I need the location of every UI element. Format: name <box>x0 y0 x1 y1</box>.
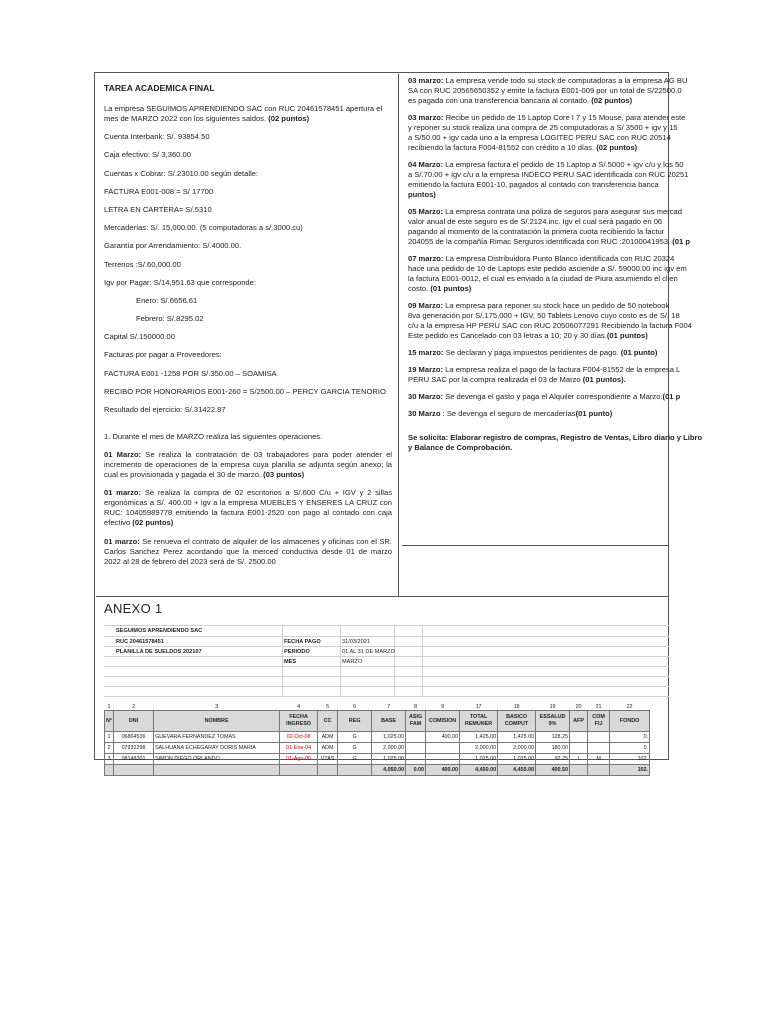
table-cell: 128.25 <box>536 732 570 743</box>
column-header: COMISION <box>426 711 460 732</box>
table-cell: G <box>338 754 372 765</box>
table-cell <box>406 732 426 743</box>
total-cell: 400.00 <box>426 765 460 776</box>
company-ruc: RUC 20461578451 <box>116 639 164 645</box>
bold-text: 09 Marzo: <box>408 301 444 310</box>
operations-list <box>104 450 392 566</box>
text-line <box>408 227 669 237</box>
text-line <box>408 96 669 106</box>
text-line <box>408 143 669 153</box>
text-line <box>408 392 681 402</box>
column-header: N° <box>105 711 114 732</box>
balance-line: Mercaderías: S/. 15,000.00. (5 computadoras a s/.3000.cu) <box>104 223 303 233</box>
table-cell <box>570 743 588 754</box>
table-cell: SIMON DIEGO ORLANDO <box>154 754 280 765</box>
table-cell <box>426 754 460 765</box>
text-line <box>408 301 669 311</box>
bold-text: puntos) <box>408 190 436 199</box>
balance-line: Resultado del ejercicio: S/.31422.87 <box>104 405 226 414</box>
table-cell <box>426 743 460 754</box>
text-segment: : Se devenga el seguro de mercaderías <box>440 409 576 418</box>
text-line <box>408 207 682 217</box>
balance-line: RECIBO POR HONORARIOS E001-260 = S/2500.00 – PERCY GARCIA TENORIO <box>104 386 386 396</box>
bold-text: y Balance de Comprobación. <box>408 443 513 452</box>
text-segment: 204055 de la compañía Rimac Serguros identificada con RUC :20100041953. <box>408 237 673 246</box>
column-header: FONDO <box>610 711 650 732</box>
table-cell: ADM <box>318 743 338 754</box>
payroll-table <box>104 703 650 776</box>
text-segment: emitiendo la factura E001-10, pagados al contado con transferencia banca <box>408 180 659 189</box>
total-cell: 4,050.00 <box>372 765 406 776</box>
text-segment: a S/50.00 + igv cada uno a la empresa LOGITEC PERU SAC con RUC 20514 <box>408 133 671 142</box>
label-mes: MES <box>284 659 297 665</box>
text-segment: PERU SAC por la compra realizada el 03 de Marzo <box>408 375 583 384</box>
section-divider <box>96 596 669 597</box>
text-line <box>408 247 669 254</box>
total-cell: 4,450.00 <box>498 765 536 776</box>
table-cell: SALHUANA ECHEGARAY DORIS MARIA <box>154 743 280 754</box>
label-fecha-pago: FECHA PAGO <box>284 639 321 645</box>
text-segment: SA con RUC 20565650352 y emite la factura E001-009 por un total de S/22500.0 <box>408 86 682 95</box>
table-cell: 1,025.00 <box>460 754 498 765</box>
column-number: 3 <box>215 703 219 710</box>
text-line <box>408 123 678 133</box>
operations-continued <box>402 74 703 453</box>
balance-line: Garantía por Arrendamiento: S/.4000.00. <box>104 241 242 251</box>
payroll-name: PLANILLA DE SUELDOS 202107 <box>116 649 202 655</box>
table-row <box>105 732 650 743</box>
table-row <box>105 754 650 765</box>
text-segment: La empresa contrata una póliza de seguros para asegurar sus mercad <box>443 207 682 216</box>
operation-points: (03 puntos) <box>263 470 305 480</box>
table-row <box>105 743 650 754</box>
column-header: CC <box>318 711 338 732</box>
total-cell: 102. <box>610 765 650 776</box>
table-cell: M <box>588 754 610 765</box>
column-number: 20 <box>575 703 582 710</box>
total-cell <box>570 765 588 776</box>
total-cell <box>105 765 114 776</box>
text-line <box>408 294 669 301</box>
table-cell: 2,000.00 <box>498 743 536 754</box>
left-column <box>96 74 399 596</box>
text-line <box>408 237 690 247</box>
table-cell: 0. <box>610 732 650 743</box>
table-cell: 400.00 <box>426 732 460 743</box>
text-segment: La empresa para reponer su stock hace un pedido de 50 notebook <box>443 301 670 310</box>
total-cell <box>338 765 372 776</box>
text-segment: recibiendo la factura F004-81552 con crédito a 10 días. <box>408 143 597 152</box>
balance-line: LETRA EN CARTERA= S/.5310 <box>104 204 212 214</box>
total-cell <box>280 765 318 776</box>
balance-line: Cuentas x Cobrar: S/.23010.00 según detalle: <box>104 168 259 178</box>
text-line <box>408 180 669 190</box>
operation-item <box>104 537 392 567</box>
text-line <box>408 133 669 143</box>
bold-text: (01 p <box>672 237 690 246</box>
column-number: 22 <box>626 703 633 710</box>
table-cell: 2,000.00 <box>460 743 498 754</box>
operations-intro: 1. Durante el mes de MARZO realiza las siguientes operaciones. <box>104 432 323 441</box>
column-number: 8 <box>414 703 418 710</box>
table-cell: 2 <box>105 743 114 754</box>
balance-line: Igv por Pagar: S/14,951.63 que corresponde: <box>104 277 256 287</box>
text-line <box>408 200 669 207</box>
table-cell: 2,000.00 <box>372 743 406 754</box>
bold-text: 05 Marzo: <box>408 207 444 216</box>
column-number: 7 <box>387 703 391 710</box>
text-segment: y reponer su stock realiza una compra de 25 computadoras a S/ 3500 + igv y 15 <box>408 123 678 132</box>
bold-text: (02 puntos) <box>591 96 633 105</box>
column-number-row <box>105 703 650 711</box>
bold-text: (01 punto) <box>575 409 613 418</box>
column-header: TOTAL REMUNER <box>460 711 498 732</box>
bold-text: 15 marzo: <box>408 348 444 357</box>
column-header: FECHA INGRESO <box>280 711 318 732</box>
total-cell <box>588 765 610 776</box>
text-line <box>408 190 669 200</box>
table-cell: G <box>338 743 372 754</box>
column-number: 9 <box>441 703 445 710</box>
column-number: 21 <box>595 703 602 710</box>
text-line <box>408 106 669 113</box>
table-cell <box>588 743 610 754</box>
value-periodo: 01 AL 31 DE MARZO <box>342 649 395 655</box>
bold-text: (01 puntos) <box>430 284 472 293</box>
column-header: AFP <box>570 711 588 732</box>
bold-text: (01 puntos). <box>582 375 626 384</box>
text-segment: la factura E001-0012, el cual es enviado a la ciudad de Piura asumiendo el clien <box>408 274 678 283</box>
bold-text: (01 p <box>662 392 681 401</box>
column-number: 18 <box>513 703 520 710</box>
column-header: ASIG FAM <box>406 711 426 732</box>
igv-month-line: Enero: S/.6656.61 <box>136 295 198 305</box>
balance-line: Capital S/.150000.00 <box>104 332 175 342</box>
payroll-sheet <box>104 625 669 773</box>
column-number: 4 <box>297 703 301 710</box>
text-line <box>408 348 669 358</box>
text-line <box>408 311 680 321</box>
column-header: ESSALUD 9% <box>536 711 570 732</box>
table-cell <box>570 732 588 743</box>
text-line <box>408 113 686 123</box>
operation-item <box>104 450 392 480</box>
intro-paragraph <box>104 104 392 124</box>
operation-date: 01 marzo: <box>104 488 142 498</box>
table-cell: 1,425.00 <box>460 732 498 743</box>
table-cell: ADM <box>318 732 338 743</box>
text-segment: La empresa factura el pedido de 15 Laptop a S/.5000 + igv c/u y los 50 <box>443 160 684 169</box>
table-cell: 1,025.00 <box>372 754 406 765</box>
column-number: 5 <box>326 703 330 710</box>
table-cell: VTAS <box>318 754 338 765</box>
text-line <box>408 433 703 443</box>
column-header: BASICO COMPUT <box>498 711 536 732</box>
bold-text: 03 marzo: <box>408 113 444 122</box>
operation-points: (02 puntos) <box>132 518 174 528</box>
bold-text: (01 puntos) <box>606 331 648 340</box>
text-segment: Se declaran y paga impuestos pendientes de pago. <box>443 348 621 357</box>
text-segment: costo. <box>408 284 431 293</box>
column-header: BASE <box>372 711 406 732</box>
text-line <box>408 274 678 284</box>
label-periodo: PERIODO <box>284 649 310 655</box>
text-line <box>408 358 669 365</box>
company-name: SEGUIMOS APRENDIENDO SAC <box>116 628 203 634</box>
table-cell: 1,425.00 <box>498 732 536 743</box>
column-header: REG <box>338 711 372 732</box>
text-segment: c/u a la empresa HP PERU SAC con RUC 20506077291 Recibiendo la factura F004 <box>408 321 692 330</box>
text-line <box>408 402 669 409</box>
value-fecha-pago: 31/03/2021 <box>342 639 370 645</box>
total-cell <box>318 765 338 776</box>
text-line <box>408 419 669 426</box>
table-cell: 1,025.00 <box>498 754 536 765</box>
bold-text: (01 punto) <box>620 348 658 357</box>
text-line <box>408 264 687 274</box>
text-line <box>408 409 669 419</box>
text-line <box>408 321 692 331</box>
column-header: COM FIJ <box>588 711 610 732</box>
bold-text: 07 marzo: <box>408 254 444 263</box>
table-cell: 1,025.00 <box>372 732 406 743</box>
value-mes: MARZO <box>342 659 363 665</box>
text-segment: hace una pedido de 10 de Laptops este pedido asciende a S/. 59000.00 inc igv em <box>408 264 687 273</box>
table-cell: 3 <box>105 754 114 765</box>
totals-row <box>105 765 650 776</box>
total-cell: 0.00 <box>406 765 426 776</box>
bold-text: 19 Marzo: <box>408 365 444 374</box>
text-segment: a S/.70.00 + igv c/u a la empresa INDECO PERU SAC identificada con RUC 20251 <box>408 170 689 179</box>
bold-text: 03 marzo: <box>408 76 444 85</box>
text-segment: es pagada con una transferencia bancaria al contado. <box>408 96 592 105</box>
table-cell: GUEVARA FERNANDEZ TOMAS <box>154 732 280 743</box>
text-line <box>408 254 675 264</box>
text-line <box>408 217 669 227</box>
table-cell: 06864536 <box>114 732 154 743</box>
operation-text: Se realiza la contratación de 03 trabajadores para poder atender el incremento de operaciones de la empresa cuya planilla se adjunta según anexo; la cual es provisionada y pagada el 30 de marzo. <box>104 450 392 480</box>
operation-date: 01 marzo: <box>104 536 140 546</box>
column-number: 2 <box>132 703 136 710</box>
table-cell: 0. <box>610 743 650 754</box>
table-cell <box>588 732 610 743</box>
document-title: TAREA ACADEMICA FINAL <box>104 83 215 93</box>
table-cell: 01-Ago-06 <box>280 754 318 765</box>
text-line <box>408 153 669 160</box>
text-line <box>408 170 689 180</box>
total-cell <box>154 765 280 776</box>
balance-line: FACTURA E001 -1258 POR S/.350.00 – SOAMISA <box>104 368 277 378</box>
opening-balances <box>104 132 392 288</box>
table-cell: 02-Oct-08 <box>280 732 318 743</box>
text-line <box>408 385 669 392</box>
text-line <box>408 375 669 385</box>
bold-text: (02 puntos) <box>596 143 638 152</box>
table-cell: 102. <box>610 754 650 765</box>
bold-text: Se solicita: Elaborar registro de compras, Registro de Ventas, Libro diario y Libro <box>408 433 703 442</box>
operation-item <box>104 488 392 528</box>
text-line <box>408 426 669 433</box>
column-number: 1 <box>107 703 111 710</box>
column-header: DNI <box>114 711 154 732</box>
table-cell: 08148301 <box>114 754 154 765</box>
text-line <box>408 160 684 170</box>
text-segment: pagando al momento de la contratación la primera cuota recibiendo la factur <box>408 227 665 236</box>
text-segment: 8va generación por S/.175,000 + IGV, 50 Tablets Lenovo cuyo costo es de S/. 18 <box>408 311 680 320</box>
header-row <box>105 711 650 732</box>
text-line <box>408 76 688 86</box>
annex-title: ANEXO 1 <box>104 601 163 616</box>
text-line <box>408 86 682 96</box>
column-number: 19 <box>549 703 556 710</box>
balance-line: Terrenos :S/.60,000.00 <box>104 259 181 269</box>
text-line <box>408 365 681 375</box>
column-number: 17 <box>475 703 482 710</box>
total-cell: 4,450.00 <box>460 765 498 776</box>
text-segment: La empresa realiza el pago de la factura F004-81552 de la empresa L <box>443 365 681 374</box>
igv-month-line: Febrero: S/.8295.02 <box>136 314 204 324</box>
bold-text: 04 Marzo: <box>408 160 444 169</box>
table-cell: G <box>338 732 372 743</box>
table-cell: I <box>570 754 588 765</box>
table-cell: 1 <box>105 732 114 743</box>
text-line <box>408 341 669 348</box>
bold-text: 30 Marzo <box>408 409 441 418</box>
text-segment: La empresa Distribuidora Punto Blanco identificada con RUC 20324 <box>443 254 675 263</box>
column-header: NOMBRE <box>154 711 280 732</box>
text-line <box>408 443 669 453</box>
intro-points: (02 puntos) <box>268 114 310 123</box>
text-segment: valor anual de este seguro es de S/.2124.inc. Igv el cual será pagado en 06 <box>408 217 663 226</box>
operation-date: 01 Marzo: <box>104 450 142 460</box>
table-cell <box>406 743 426 754</box>
total-cell <box>114 765 154 776</box>
text-segment: Recibe un pedido de 15 Laptop Core I 7 y 15 Mouse, para atender este <box>443 113 686 122</box>
balance-line: Cuenta Interbank: S/. 93854.50 <box>104 132 210 142</box>
bold-text: 30 Marzo: <box>408 392 444 401</box>
intro-text: La empresa SEGUIMOS APRENDIENDO SAC con RUC 20461578451 apertura el mes de MARZO 2022 con los siguientes saldos. <box>104 104 383 123</box>
operation-text: Se realiza la compra de 02 escritorios a S/.600 C/u + IGV y 2 sillas ergonómicas a S/. 400.00 + igv a la empresa MUEBLES Y ENSERES LA CRUZ con RUC: 10405989778 emitiendo la factura E001-2520 con pago al contado con caja efectivo <box>104 488 392 528</box>
opening-balances-2 <box>104 332 392 415</box>
table-cell <box>406 754 426 765</box>
text-segment: La empresa vende todo su stock de computadoras a la empresa AG BU <box>443 76 688 85</box>
table-cell: 01-Ene-04 <box>280 743 318 754</box>
balance-line: Caja efectivo: S/ 3,360.00 <box>104 150 191 160</box>
table-cell: 92.25 <box>536 754 570 765</box>
operation-text: Se renueva el contrato de alquiler de los almacenes y oficinas con el SR. Carlos Sanchez Perez acordando que la merced conductiva desde 01 de marzo 2022 al 28 de febrero del 2023 será de S/. 2500.00 <box>104 536 393 566</box>
text-line <box>408 331 669 341</box>
igv-detail <box>104 296 392 324</box>
balance-line: FACTURA E001-008 = S/ 17700 <box>104 186 214 196</box>
text-segment: Se devenga el gasto y paga el Alquiler correspondiente a Marzo. <box>443 392 663 401</box>
total-cell: 400.50 <box>536 765 570 776</box>
right-column <box>402 74 703 546</box>
balance-line: Facturas por pagar a Proveedores: <box>104 350 222 360</box>
text-segment: Este pedido es Cancelado con 03 letras a 10; 20 y 30 días. <box>408 331 607 340</box>
table-cell: 07932298 <box>114 743 154 754</box>
table-cell: 180.00 <box>536 743 570 754</box>
text-line <box>408 284 669 294</box>
column-number: 6 <box>353 703 357 710</box>
